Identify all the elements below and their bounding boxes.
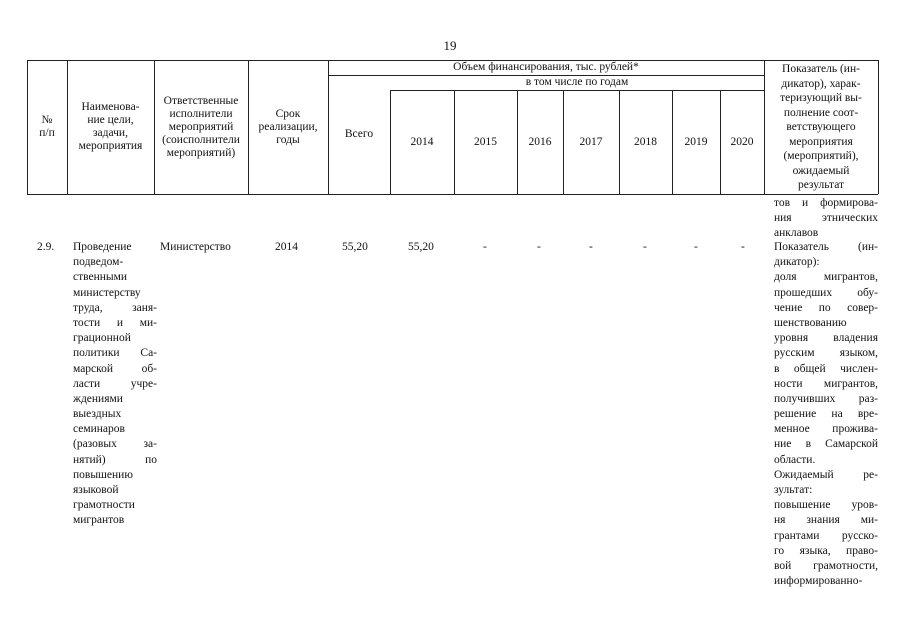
row-indicator-line: решение на вре- (774, 408, 878, 421)
row-indicator-line: Показатель (ин- (774, 241, 878, 253)
row-name-line: подведом- (73, 256, 124, 269)
row-term: 2014 (275, 241, 298, 253)
row-name-line: ственными (73, 271, 128, 284)
header-bottom-border (27, 194, 878, 195)
header-executors: Ответственные исполнители мероприятий (соисполнители мероприятий) (162, 94, 240, 159)
page-number: 19 (443, 38, 457, 53)
header-indicator: Показатель (ин- дикатор), харак- теризующий вы- полнение соот- ветствующего мероприятия (мероприятий), ожидаемый результат (780, 63, 862, 191)
row-2017: - (589, 241, 593, 253)
row-indicator-line: менное прожива- (774, 423, 878, 436)
row-indicator-line: информированно- (774, 575, 863, 588)
row-indicator-line: прошедших обу- (774, 286, 878, 299)
header-funding: Объем финансирования, тыс. рублей* (453, 61, 639, 73)
row-indicator-line: грантами русско- (774, 529, 878, 542)
row-indicator-line: уровня владения (774, 332, 878, 345)
row-name-line: политики Са- (73, 347, 157, 360)
row-indicator (774, 240, 878, 589)
row-name-line: нятий) по (73, 453, 157, 466)
row-indicator-line: повышение уров- (774, 499, 878, 512)
row-total: 55,20 (342, 241, 368, 253)
row-name-line: ждениями (73, 392, 123, 405)
row-name-line: министерству (73, 286, 141, 299)
row-indicator-line: русским языком, (774, 347, 878, 360)
row-indicator-line: шенствованию (774, 316, 847, 329)
row-name-line: (разовых за- (73, 438, 157, 451)
row-2014: 55,20 (408, 241, 434, 253)
row-name-line: выездных (73, 408, 122, 421)
row-name-line: труда, заня- (73, 301, 157, 314)
row-name (73, 240, 157, 529)
col-line-13 (878, 60, 879, 194)
carryover-line: анклавов (774, 227, 819, 240)
header-year-2015: 2015 (474, 135, 497, 148)
row-indicator-line: ние в Самарской (774, 438, 878, 451)
row-indicator-line: области. (774, 453, 816, 466)
carryover-line: ния этнических (774, 212, 878, 225)
row-name-line: тости и ми- (73, 316, 157, 329)
row-indicator-line: Ожидаемый ре- (774, 468, 878, 481)
header-year-2014: 2014 (410, 135, 434, 148)
row-indicator-line: дикатор): (774, 256, 820, 269)
row-2016: - (537, 241, 541, 253)
carryover-line: тов и формирова- (774, 197, 878, 209)
row-name-line: марской об- (73, 362, 157, 375)
header-num: № п/п (39, 114, 55, 139)
row-indicator-line: ня знания ми- (774, 514, 878, 527)
row-number: 2.9. (37, 241, 55, 253)
row-2020: - (741, 241, 745, 253)
row-executor: Министерство (160, 241, 231, 253)
carryover-text (774, 196, 878, 242)
row-indicator-line: доля мигрантов, (774, 271, 878, 284)
header-year-2020: 2020 (730, 135, 754, 148)
header-term: Срок реализации, годы (258, 107, 318, 146)
row-indicator-line: получивших раз- (774, 392, 878, 405)
row-indicator-line: го языка, право- (774, 544, 878, 557)
header-by-years: в том числе по годам (525, 76, 629, 88)
row-2018: - (643, 241, 647, 253)
header-year-2019: 2019 (684, 135, 708, 148)
header-year-2018: 2018 (634, 135, 657, 148)
row-name-line: мигрантов (73, 514, 125, 527)
row-indicator-line: зультат: (774, 484, 813, 496)
row-indicator-line: ности мигрантов, (774, 377, 878, 390)
row-name-line: семинаров (73, 423, 125, 436)
header-name: Наименова- ние цели, задачи, мероприятия (78, 101, 143, 152)
row-indicator-line: чение по совер- (774, 301, 878, 314)
row-2019: - (694, 241, 698, 253)
header-year-2017: 2017 (579, 135, 603, 148)
row-indicator-line: в общей числен- (774, 362, 878, 375)
row-name-line: грамотности (73, 499, 135, 512)
header-year-2016: 2016 (528, 135, 552, 148)
row-name-line: ласти учре- (73, 377, 157, 390)
header-total: Всего (344, 128, 374, 140)
row-name-line: языковой (73, 484, 119, 496)
row-name-line: повышению (73, 468, 133, 481)
row-name-line: Проведение (73, 241, 132, 253)
row-2015: - (483, 241, 487, 253)
row-name-line: грационной (73, 332, 131, 345)
row-indicator-line: вой грамотности, (774, 559, 878, 572)
